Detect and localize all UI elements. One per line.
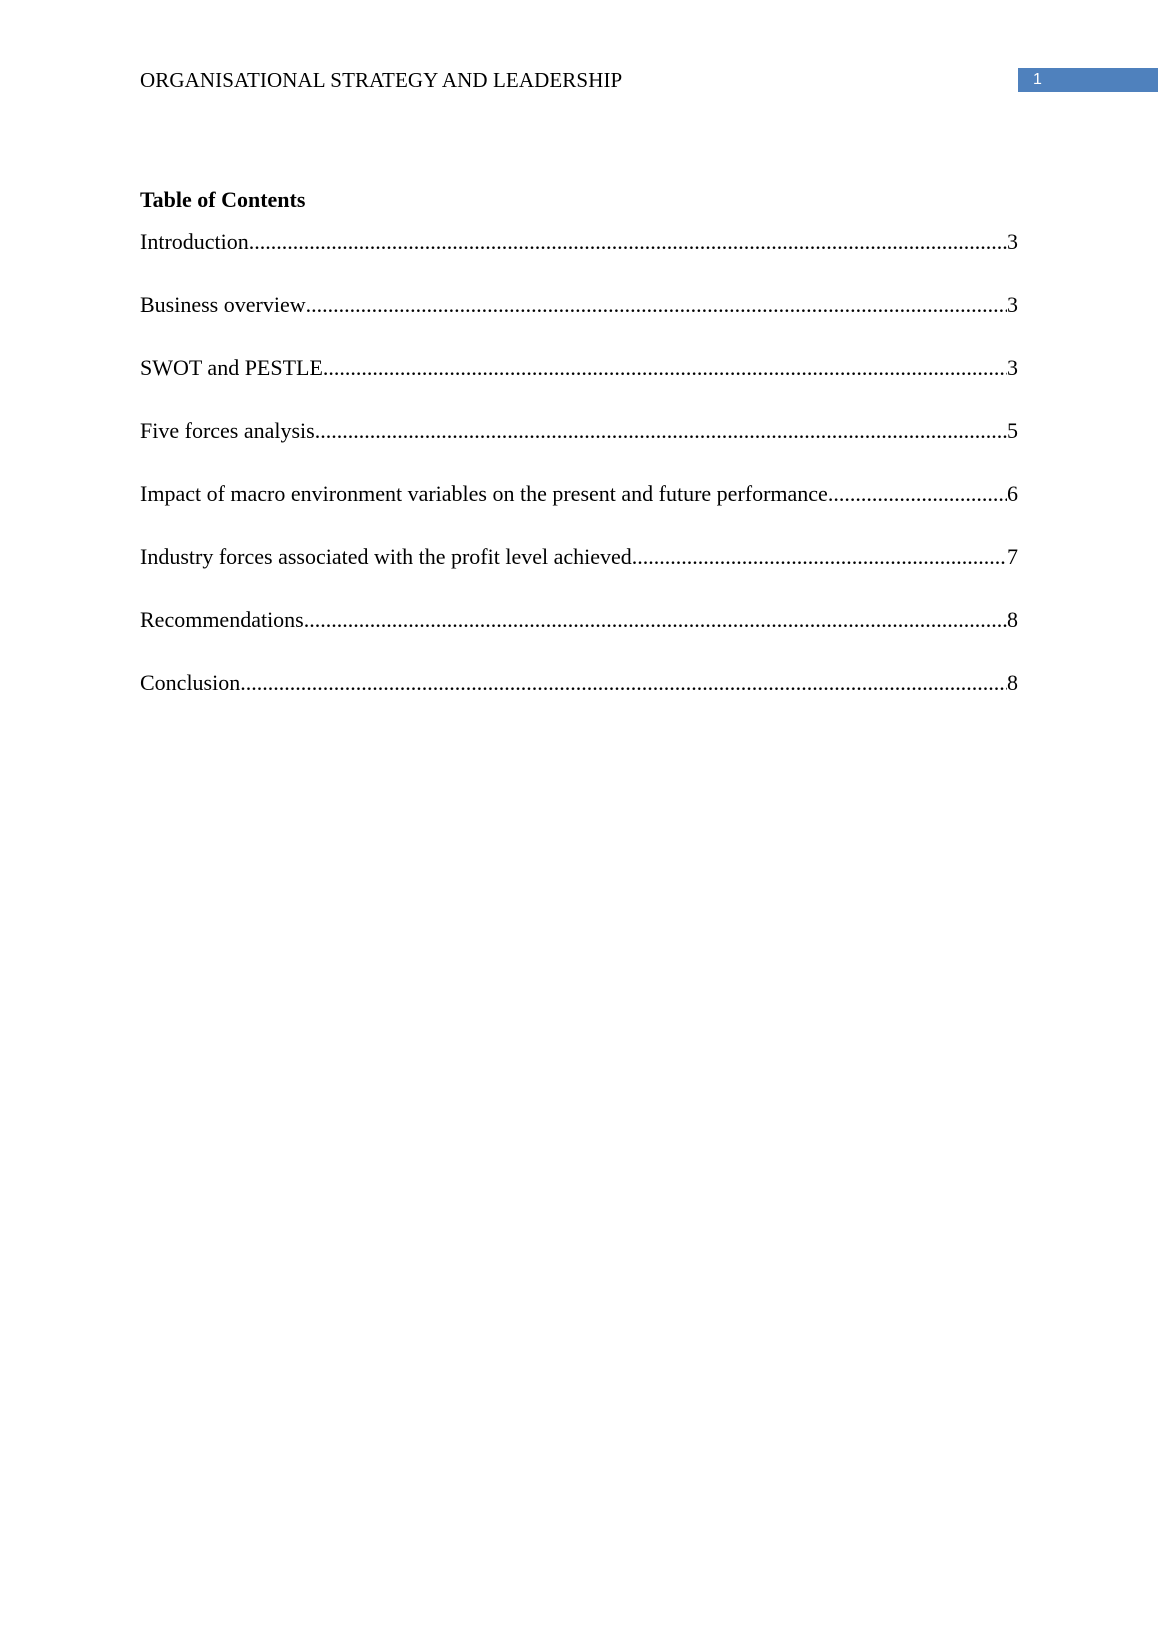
toc-entry-five-forces[interactable] (140, 417, 1018, 445)
toc-entry-text: Business overview (140, 292, 306, 317)
toc-dot-leader (249, 228, 1007, 256)
toc-dot-leader (240, 669, 1007, 697)
toc-entry-text: Industry forces associated with the profit level achieved (140, 544, 632, 569)
toc-dot-leader (828, 480, 1007, 508)
toc-entry-page: 5 (1007, 418, 1018, 443)
toc-dot-leader (315, 417, 1007, 445)
toc-list (140, 228, 1018, 697)
page-header (140, 66, 1158, 94)
toc-entry-text: SWOT and PESTLE (140, 355, 323, 380)
toc-entry-business-overview[interactable] (140, 291, 1018, 319)
toc-entry-text: Conclusion (140, 670, 241, 695)
toc-dot-leader (632, 543, 1007, 571)
toc-entry-text: Introduction (140, 229, 249, 254)
table-of-contents (140, 186, 1018, 732)
toc-entry-page: 3 (1007, 229, 1018, 254)
toc-entry-page: 8 (1007, 670, 1018, 695)
toc-entry-page: 3 (1007, 355, 1018, 380)
toc-entry-industry-forces[interactable] (140, 543, 1018, 571)
toc-entry-page: 3 (1007, 292, 1018, 317)
toc-heading: Table of Contents (140, 187, 306, 212)
toc-entry-recommendations[interactable] (140, 606, 1018, 634)
toc-entry-text: Five forces analysis (140, 418, 315, 443)
toc-dot-leader (306, 291, 1007, 319)
header-title: ORGANISATIONAL STRATEGY AND LEADERSHIP (140, 68, 623, 92)
toc-entry-page: 6 (1007, 481, 1018, 506)
toc-entry-conclusion[interactable] (140, 669, 1018, 697)
toc-entry-macro-environment[interactable] (140, 480, 1018, 508)
toc-entry-page: 7 (1007, 544, 1018, 569)
toc-entry-page: 8 (1007, 607, 1018, 632)
toc-entry-swot-pestle[interactable] (140, 354, 1018, 382)
toc-entry-text: Recommendations (140, 607, 304, 632)
toc-dot-leader (304, 606, 1007, 634)
toc-entry-text: Impact of macro environment variables on the present and future performance (140, 481, 828, 506)
page-number-badge: 1 (1018, 68, 1158, 92)
toc-dot-leader (323, 354, 1007, 382)
toc-entry-introduction[interactable] (140, 228, 1018, 256)
